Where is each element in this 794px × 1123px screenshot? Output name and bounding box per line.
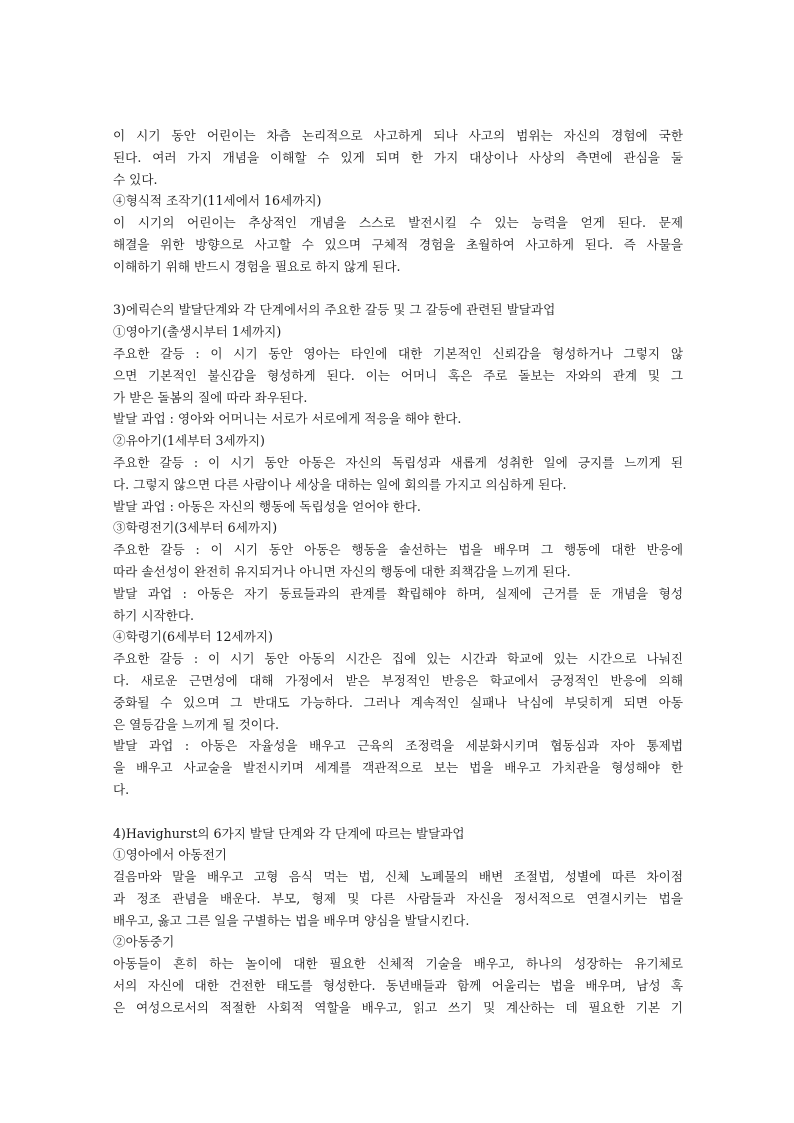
text-line: 과 정조 관념을 배운다. 부모, 형제 및 다른 사람들과 자신을 정서적으로 연결시키는 법을 (113, 890, 683, 906)
text-line: 아동들이 흔히 하는 놀이에 대한 필요한 신체적 기술을 배우고, 하나의 성장하는 유기체로 (113, 956, 683, 972)
text-line: 하기 시작한다. (113, 607, 194, 623)
text-line: 다. 그렇지 않으면 다른 사람이나 세상을 대하는 일에 회의를 가지고 의심하게 된다. (113, 476, 567, 492)
text-line: 중화될 수 있으며 그 반대도 가능하다. 그러나 계속적인 실패나 낙심에 부딪히게 되면 아동 (113, 694, 683, 710)
text-line: 으면 기본적인 불신감을 형성하게 된다. 이는 어머니 혹은 주로 돌보는 자와의 관계 및 그 (113, 367, 683, 383)
text-line: 3)에릭슨의 발달단계와 각 단계에서의 주요한 갈등 및 그 갈등에 관련된 발달과업 (113, 302, 556, 318)
text-line: 된다. 여러 가지 개념을 이해할 수 있게 되며 한 가지 대상이나 사상의 측면에 관심을 둘 (113, 149, 683, 165)
text-line: 4)Havighurst의 6가지 발달 단계와 각 단계에 따르는 발달과업 (113, 825, 465, 841)
text-line: 다. 새로운 근면성에 대해 가정에서 받은 부정적인 반응은 학교에서 긍정적인 반응에 의해 (113, 672, 683, 688)
document-page (113, 125, 683, 1019)
text-line: 다. (113, 781, 130, 797)
text-line: 은 여성으로서의 적절한 사회적 역할을 배우고, 읽고 쓰기 및 계산하는 데 필요한 기본 기 (113, 999, 683, 1015)
blank-line (113, 278, 683, 300)
text-line: 은 열등감을 느끼게 될 것이다. (113, 716, 280, 732)
text-line: 이 시기 동안 어린이는 차츰 논리적으로 사고하게 되나 사고의 범위는 자신의 경험에 국한 (113, 128, 683, 143)
text-line: 걸음마와 말을 배우고 고형 음식 먹는 법, 신체 노폐물의 배변 조절법, 성별에 따른 차이점 (113, 869, 683, 885)
text-line: 을 배우고 사교술을 발전시키며 세계를 객관적으로 보는 법을 배우고 가치관을 형성해야 한 (113, 760, 683, 776)
text-line: 주요한 갈등 : 이 시기 동안 아동의 시간은 집에 있는 시간과 학교에 있는 시간으로 나눠진 (113, 651, 683, 667)
text-line: 주요한 갈등 : 이 시기 동안 아동은 행동을 솔선하는 법을 배우며 그 행동에 대한 반응에 (113, 542, 683, 558)
text-line: 발달 과업 : 영아와 어머니는 서로가 서로에게 적응을 해야 한다. (113, 411, 462, 427)
text-line: 이해하기 위해 반드시 경험을 필요로 하지 않게 된다. (113, 258, 401, 274)
text-line: 해결을 위한 방향으로 사고할 수 있으며 구체적 경험을 초월하여 사고하게 된다. 즉 사물을 (113, 236, 683, 252)
text-line: 이 시기의 어린이는 추상적인 개념을 스스로 발전시킬 수 있는 능력을 얻게 된다. 문제 (113, 215, 683, 231)
text-line: ④형식적 조작기(11세에서 16세까지) (113, 193, 322, 209)
blank-line (113, 801, 683, 823)
text-line: 주요한 갈등 : 이 시기 동안 영아는 타인에 대한 기본적인 신뢰감을 형성하거나 그렇지 않 (113, 345, 683, 361)
text-line: 서의 자신에 대한 건전한 태도를 형성한다. 동년배들과 함께 어울리는 법을 배우며, 남성 혹 (113, 978, 683, 994)
text-line: 수 있다. (113, 171, 158, 187)
text-line: 발달 과업 : 아동은 자신의 행동에 독립성을 얻어야 한다. (113, 498, 421, 514)
text-line: ①영아기(출생시부터 1세까지) (113, 324, 282, 340)
text-line: ③학령전기(3세부터 6세까지) (113, 520, 278, 536)
text-line: 배우고, 옳고 그른 일을 구별하는 법을 배우며 양심을 발달시킨다. (113, 912, 470, 928)
text-line: ①영아에서 아동전기 (113, 847, 227, 863)
text-line: ②아동중기 (113, 934, 175, 950)
text-line: 따라 솔선성이 완전히 유지되거나 아니면 자신의 행동에 대한 죄책감을 느끼게 된다. (113, 563, 571, 579)
text-line: 발달 과업 : 아동은 자기 동료들과의 관계를 확립해야 하며, 실제에 근거를 둔 개념을 형성 (113, 585, 683, 601)
text-line: 발달 과업 : 아동은 자율성을 배우고 근육의 조정력을 세분화시키며 협동심과 자아 통제법 (113, 738, 683, 754)
text-line: ④학령기(6세부터 12세까지) (113, 629, 273, 645)
text-line: ②유아기(1세부터 3세까지) (113, 433, 265, 449)
text-line: 주요한 갈등 : 이 시기 동안 아동은 자신의 독립성과 새롭게 성취한 일에 긍지를 느끼게 된 (113, 454, 683, 470)
text-line: 가 받은 돌봄의 질에 따라 좌우된다. (113, 389, 308, 405)
